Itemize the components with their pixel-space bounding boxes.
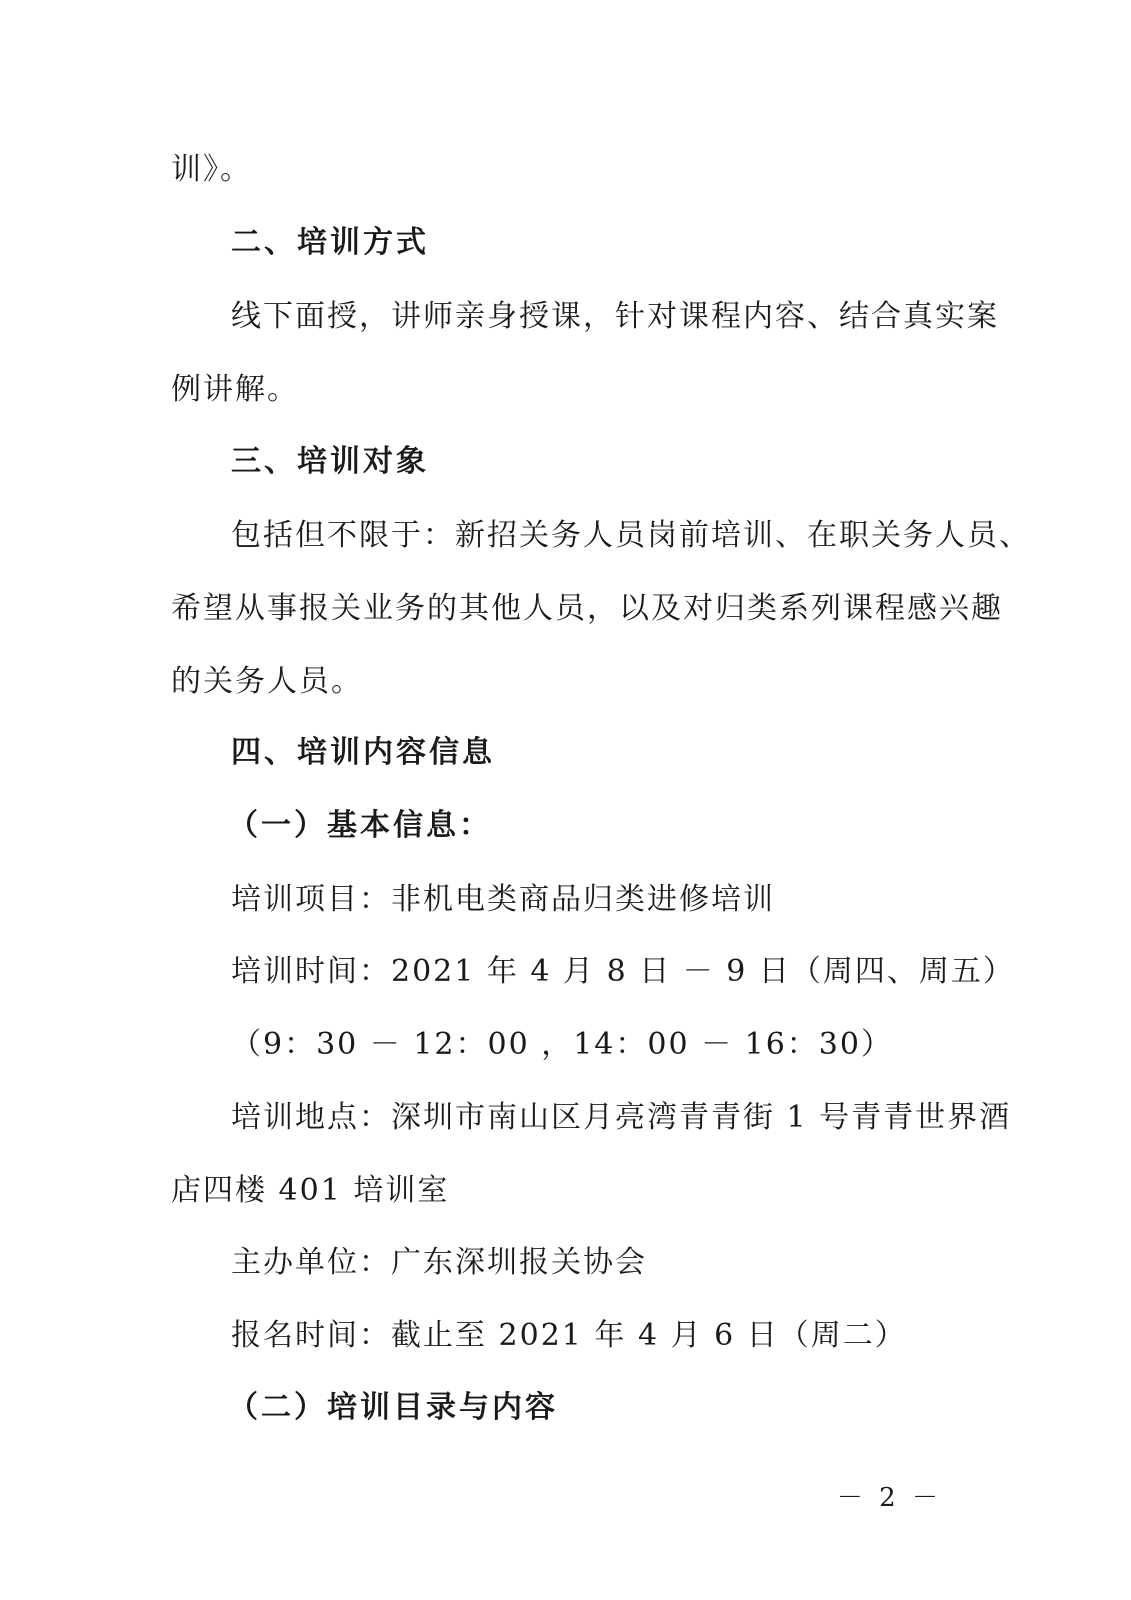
page-number: － 2 － <box>836 1483 942 1513</box>
paragraph-continuation: 训》。 <box>171 152 252 187</box>
training-audience-text-cont-2: 的关务人员。 <box>171 664 363 699</box>
info-training-project: 培训项目：非机电类商品归类进修培训 <box>231 882 775 917</box>
section-heading-training-method: 二、培训方式 <box>231 225 429 260</box>
training-audience-text: 包括但不限于：新招关务人员岗前培训、在职关务人员、 <box>231 518 1031 553</box>
section-heading-training-content: 四、培训内容信息 <box>231 735 495 770</box>
training-method-text-cont: 例讲解。 <box>171 372 299 407</box>
info-training-hours: （9：30 － 12：00 ，14：00 － 16：30） <box>231 1027 893 1062</box>
training-method-text: 线下面授，讲师亲身授课，针对课程内容、结合真实案 <box>231 299 999 334</box>
subsection-heading-catalog: （二）培训目录与内容 <box>228 1390 558 1425</box>
training-audience-text-cont-1: 希望从事报关业务的其他人员，以及对归类系列课程感兴趣 <box>171 591 1003 626</box>
subsection-heading-basic-info: （一）基本信息： <box>228 808 492 843</box>
info-registration-deadline: 报名时间：截止至 2021 年 4 月 6 日（周二） <box>231 1318 907 1353</box>
info-training-location: 培训地点：深圳市南山区月亮湾青青街 1 号青青世界酒 <box>231 1100 1012 1135</box>
info-organizer: 主办单位：广东深圳报关协会 <box>231 1245 647 1280</box>
info-training-time: 培训时间：2021 年 4 月 8 日 － 9 日（周四、周五） <box>231 954 1015 989</box>
section-heading-training-audience: 三、培训对象 <box>231 444 429 479</box>
info-training-location-cont: 店四楼 401 培训室 <box>171 1173 450 1208</box>
